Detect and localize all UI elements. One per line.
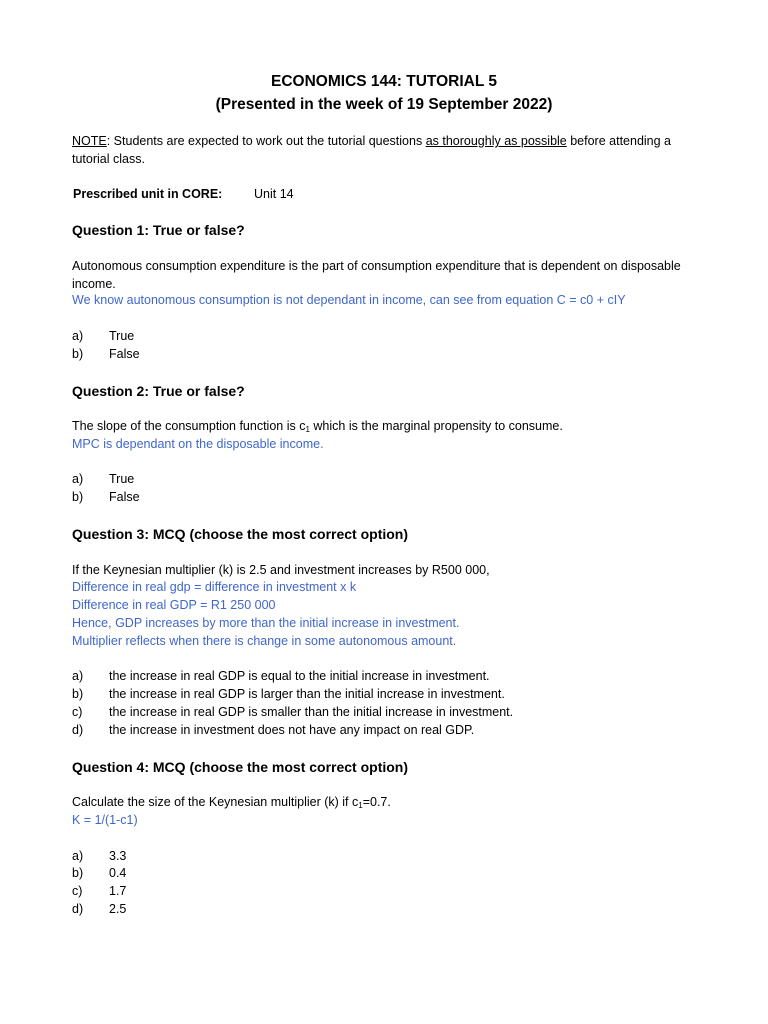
statement-text: The slope of the consumption function is c xyxy=(72,419,306,433)
question-1-option-a xyxy=(72,328,134,346)
core-unit-label: Prescribed unit in CORE: xyxy=(73,187,223,201)
option-text: the increase in real GDP is larger than the initial increase in investment. xyxy=(109,687,505,701)
option-letter: a) xyxy=(72,472,84,486)
option-letter: c) xyxy=(72,705,83,719)
document-title: ECONOMICS 144: TUTORIAL 5 xyxy=(271,73,497,90)
question-4-option-c xyxy=(72,883,126,901)
option-letter: b) xyxy=(72,866,84,880)
option-text: the increase in real GDP is smaller than the initial increase in investment. xyxy=(109,705,514,719)
option-letter: b) xyxy=(72,490,84,504)
question-3-answer-line: Difference in real gdp = difference in investment x k xyxy=(72,580,357,594)
question-3-heading: Question 3: MCQ (choose the most correct option) xyxy=(72,526,409,542)
question-3-option-a xyxy=(72,668,490,686)
core-unit-value: Unit 14 xyxy=(254,187,294,201)
question-4-answer-note: K = 1/(1-c1) xyxy=(72,813,138,827)
note-underlined-text: as thoroughly as possible xyxy=(425,134,567,148)
option-text: 1.7 xyxy=(109,884,127,898)
option-text: 3.3 xyxy=(109,849,127,863)
question-4-option-d xyxy=(72,901,126,919)
question-4-heading: Question 4: MCQ (choose the most correct option) xyxy=(72,759,409,775)
question-4-option-a xyxy=(72,848,126,866)
question-3-statement: If the Keynesian multiplier (k) is 2.5 and investment increases by R500 000, xyxy=(72,563,490,577)
option-letter: c) xyxy=(72,884,83,898)
statement-text: =0.7. xyxy=(362,795,391,809)
option-text: the increase in real GDP is equal to the initial increase in investment. xyxy=(109,669,490,683)
note-text-2: before attending a tutorial class. xyxy=(72,134,671,166)
note-paragraph xyxy=(72,133,702,168)
question-4-option-b xyxy=(72,865,126,883)
question-3-answer-line: Multiplier reflects when there is change in some autonomous amount. xyxy=(72,634,457,648)
statement-text: which is the marginal propensity to consume. xyxy=(309,419,563,433)
option-text: 0.4 xyxy=(109,866,127,880)
question-2-heading: Question 2: True or false? xyxy=(72,383,245,399)
question-3-option-d xyxy=(72,722,474,740)
question-2-statement xyxy=(72,418,702,436)
option-text: True xyxy=(109,329,135,343)
option-text: True xyxy=(109,472,135,486)
question-4-statement xyxy=(72,794,702,812)
question-3-answer-line: Difference in real GDP = R1 250 000 xyxy=(72,598,276,612)
option-letter: d) xyxy=(72,723,84,737)
question-1-heading: Question 1: True or false? xyxy=(72,222,245,238)
option-letter: d) xyxy=(72,902,84,916)
option-text: False xyxy=(109,347,140,361)
subscript: 1 xyxy=(358,801,363,810)
option-letter: a) xyxy=(72,329,84,343)
question-1-option-b xyxy=(72,346,140,364)
option-letter: b) xyxy=(72,687,84,701)
option-letter: a) xyxy=(72,669,84,683)
question-2-answer-note: MPC is dependant on the disposable income. xyxy=(72,437,324,451)
question-1-statement: Autonomous consumption expenditure is the part of consumption expenditure that is dependent on disposable income. xyxy=(72,259,681,291)
option-letter: b) xyxy=(72,347,84,361)
question-2-option-a xyxy=(72,471,134,489)
option-text: the increase in investment does not have any impact on real GDP. xyxy=(109,723,475,737)
option-text: 2.5 xyxy=(109,902,127,916)
statement-text: Calculate the size of the Keynesian multiplier (k) if c xyxy=(72,795,359,809)
option-letter: a) xyxy=(72,849,84,863)
document-subtitle: (Presented in the week of 19 September 2022) xyxy=(215,96,553,113)
question-1-answer-note: We know autonomous consumption is not dependant in income, can see from equation C = c0 + cIY xyxy=(72,293,626,307)
note-label: NOTE xyxy=(72,134,107,148)
subscript: 1 xyxy=(305,425,310,434)
question-2-option-b xyxy=(72,489,140,507)
question-3-answer-line: Hence, GDP increases by more than the initial increase in investment. xyxy=(72,616,460,630)
question-3-option-c xyxy=(72,704,513,722)
option-text: False xyxy=(109,490,140,504)
note-text-1: : Students are expected to work out the tutorial questions xyxy=(106,134,426,148)
question-3-option-b xyxy=(72,686,505,704)
